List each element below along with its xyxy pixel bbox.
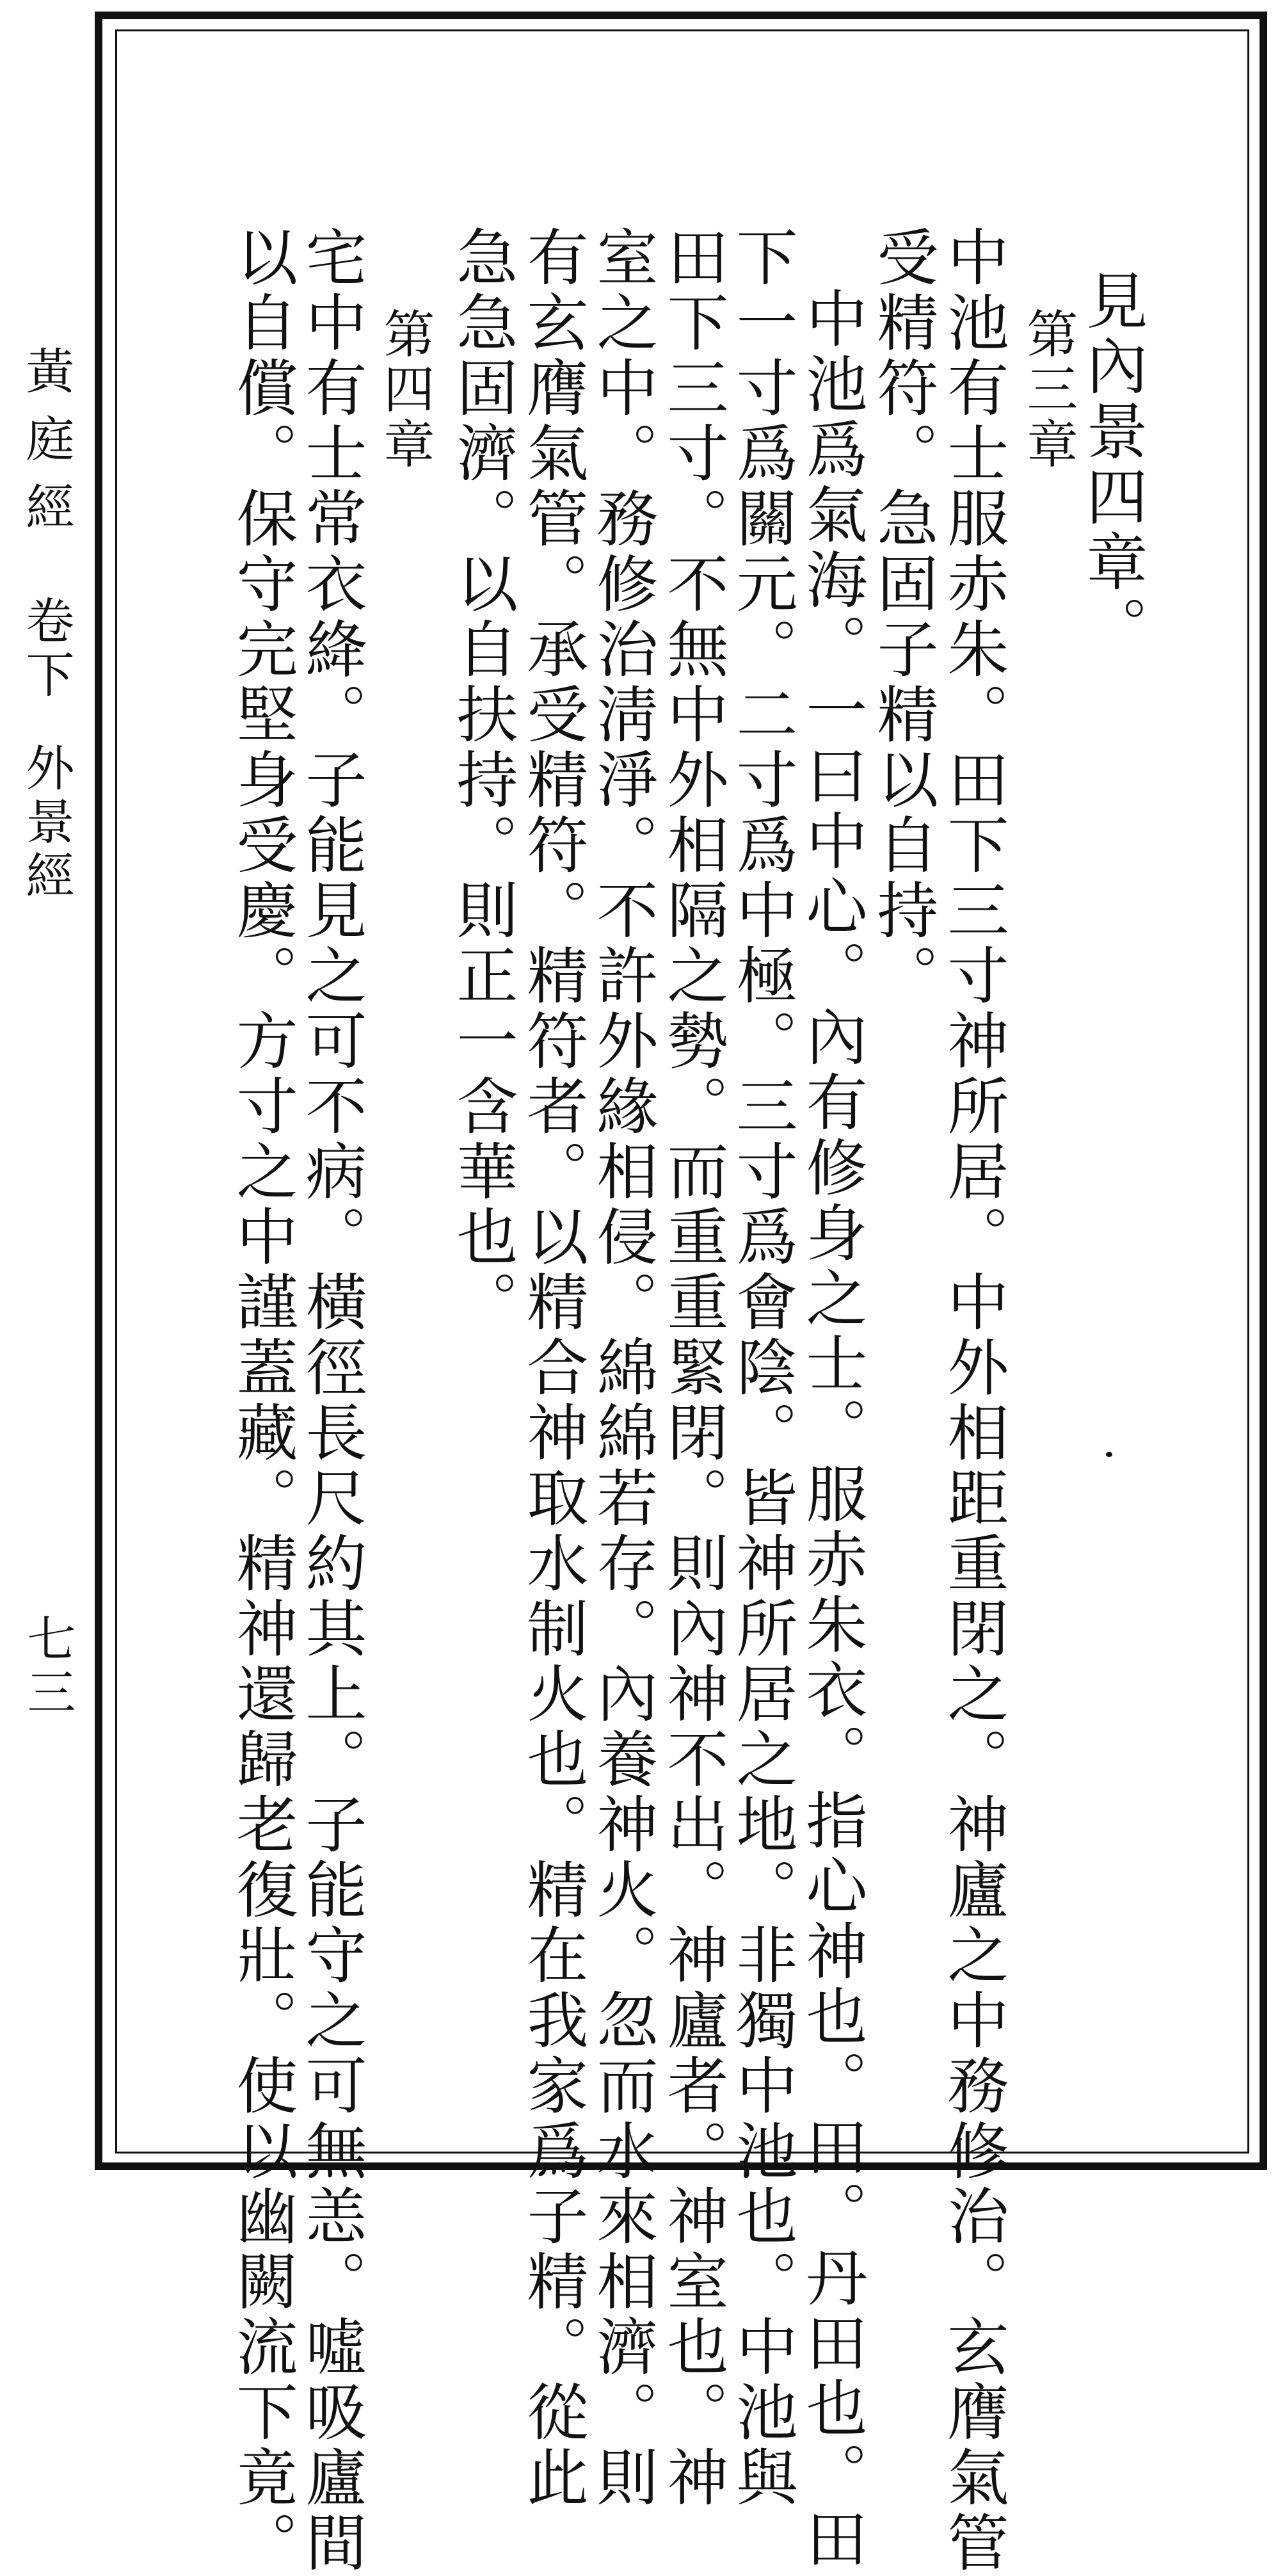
text-column: 下一寸爲關元。二寸爲中極。三寸爲會陰。皆神所居之地。非獨中池也。中池與 — [726, 225, 798, 2511]
text-column: 中池有士服赤朱。田下三寸神所居。中外相距重閉之。神廬之中務修治。玄膺氣管 — [938, 225, 1009, 2576]
text-column: 中池爲氣海。一曰中心。內有修身之士。服赤朱衣。指心神也。田。丹田也。田 — [796, 287, 868, 2572]
page-number-text: 七三 — [19, 1613, 76, 1721]
text-column: 以自償。保守完堅身受慶。方寸之中謹蓋藏。精神還歸老復壯。使以幽闕流下竟。 — [227, 225, 298, 2576]
volume-label: 卷下 — [18, 595, 75, 703]
text-column: 室之中。務修治淸淨。不許外緣相侵。綿綿若存。內養神火。忽而水來相濟。則 — [587, 225, 659, 2511]
chapter-heading: 第四章 — [375, 307, 435, 472]
running-volume — [18, 595, 75, 703]
section-label: 外景經 — [18, 743, 75, 904]
running-title — [18, 346, 75, 549]
page-number — [19, 1613, 76, 1721]
text-column: 見內景四章。 — [1076, 269, 1148, 661]
text-column: 宅中有士常衣絳。子能見之可不病。橫徑長尺約其上。子能守之可無恙。噓吸廬間 — [296, 225, 367, 2576]
text-column: 田下三寸。不無中外相隔之勢。而重重緊閉。則內神不出。神廬者。神室也。神 — [657, 225, 729, 2511]
text-column: 受精符。急固子精以自持。 — [867, 225, 939, 1009]
chapter-heading: 第三章 — [1018, 307, 1078, 472]
running-section — [18, 743, 75, 904]
text-column: 急急固濟。以自扶持。則正一含華也。 — [447, 225, 518, 1335]
ink-speck — [1106, 1452, 1112, 1457]
text-column: 有玄膺氣管。承受精符。精符者。以精合神取水制火也。精在我家爲子精。從此 — [517, 225, 589, 2511]
book-title: 黃庭經 — [18, 346, 75, 549]
